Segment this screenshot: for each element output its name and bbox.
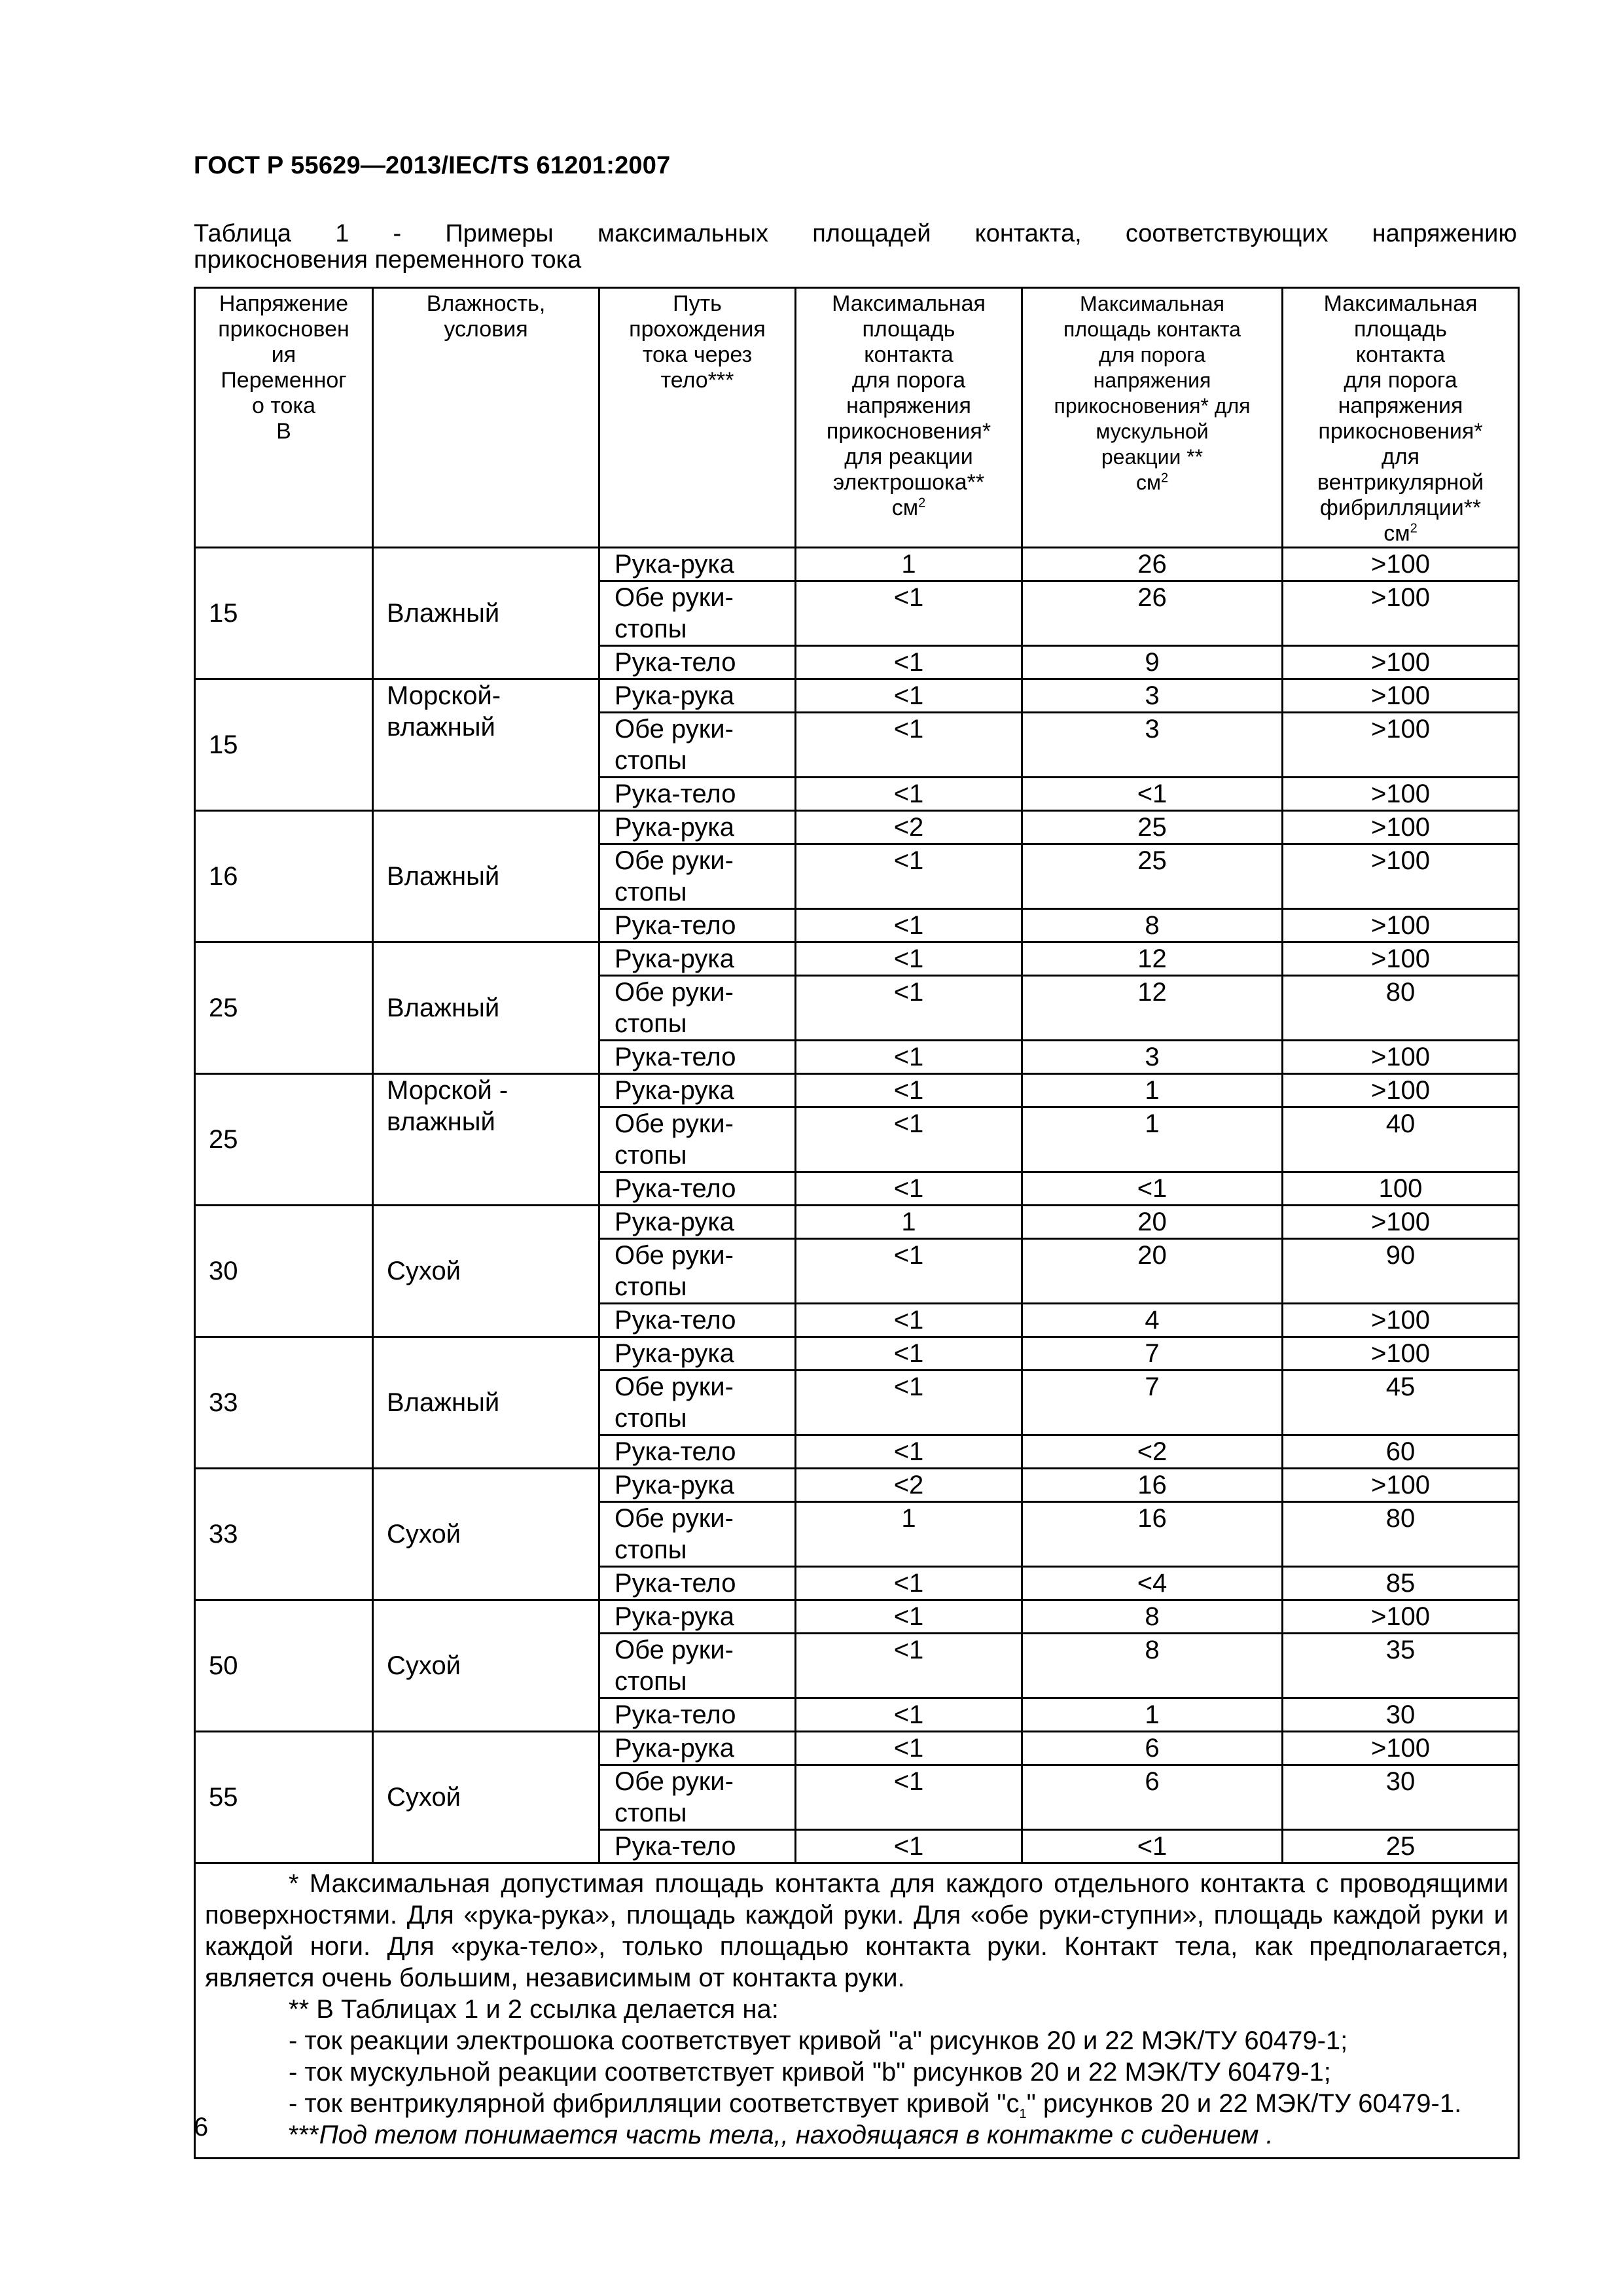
fibrillation-value-cell: >100 — [1283, 679, 1519, 713]
header-shock-area — [796, 288, 1022, 548]
table-row — [195, 1337, 1519, 1371]
caption-line-2: прикосновения переменного тока — [194, 246, 582, 274]
muscle-value-cell: 3 — [1022, 713, 1283, 778]
header-line: прикосновения* — [826, 419, 991, 444]
shock-value-cell: <1 — [796, 1337, 1022, 1371]
caption-line-1 — [194, 221, 1517, 247]
note-triple-star: ***Под телом понимается часть тела,, находящаяся в контакте с сидением . — [289, 2121, 1274, 2149]
unit-power: 2 — [918, 495, 926, 511]
header-voltage — [195, 288, 373, 548]
header-line: Напряжение — [219, 291, 349, 316]
muscle-value-cell: <4 — [1022, 1567, 1283, 1600]
voltage-cell: 25 — [195, 1074, 373, 1206]
humidity-cell — [373, 548, 599, 679]
muscle-value-cell: <1 — [1022, 778, 1283, 811]
humidity-line: Влажный — [387, 1388, 500, 1417]
muscle-value-cell: 8 — [1022, 1634, 1283, 1698]
header-line: Путь — [673, 291, 722, 316]
header-line: прикосновения* — [1318, 419, 1483, 444]
table-row — [195, 942, 1519, 976]
fibrillation-value-cell: >100 — [1283, 1041, 1519, 1074]
humidity-cell — [373, 942, 599, 1074]
path-cell: Обе руки- стопы — [599, 713, 796, 778]
humidity-cell — [373, 1469, 599, 1600]
voltage-cell: 50 — [195, 1600, 373, 1732]
muscle-value-cell: 6 — [1022, 1732, 1283, 1765]
path-cell: Рука-рука — [599, 679, 796, 713]
fibrillation-value-cell: >100 — [1283, 1337, 1519, 1371]
muscle-value-cell: 20 — [1022, 1206, 1283, 1239]
path-cell: Рука-тело — [599, 1172, 796, 1206]
page-number: 6 — [194, 2113, 209, 2142]
shock-value-cell: <1 — [796, 1172, 1022, 1206]
muscle-value-cell: 16 — [1022, 1469, 1283, 1502]
muscle-value-cell: 7 — [1022, 1337, 1283, 1371]
muscle-value-cell: 4 — [1022, 1304, 1283, 1337]
unit-power: 2 — [1410, 521, 1418, 536]
muscle-value-cell: 1 — [1022, 1698, 1283, 1732]
path-cell: Рука-рука — [599, 1732, 796, 1765]
muscle-value-cell: <2 — [1022, 1435, 1283, 1469]
path-cell: Рука-рука — [599, 811, 796, 844]
header-line: условия — [444, 317, 528, 342]
humidity-cell — [373, 679, 599, 811]
path-cell: Рука-рука — [599, 1206, 796, 1239]
header-path — [599, 288, 796, 548]
path-cell: Рука-тело — [599, 646, 796, 679]
header-line: для реакции — [844, 444, 973, 469]
header-line: напряжения — [1093, 368, 1211, 392]
muscle-value-cell: 3 — [1022, 1041, 1283, 1074]
fibrillation-value-cell: >100 — [1283, 1074, 1519, 1107]
header-line: тока через — [642, 342, 753, 367]
voltage-cell: 55 — [195, 1732, 373, 1863]
muscle-value-cell: 1 — [1022, 1107, 1283, 1172]
muscle-value-cell: 26 — [1022, 548, 1283, 581]
muscle-value-cell: 9 — [1022, 646, 1283, 679]
muscle-value-cell: 12 — [1022, 942, 1283, 976]
notes-row — [195, 1863, 1519, 2159]
fibrillation-value-cell: >100 — [1283, 548, 1519, 581]
voltage-cell: 15 — [195, 679, 373, 811]
table-row — [195, 1469, 1519, 1502]
document-header: ГОСТ Р 55629—2013/IEC/TS 61201:2007 — [194, 152, 671, 179]
note-item-1: - ток реакции электрошока соответствует кривой "a" рисунков 20 и 22 МЭК/ТУ 60479-1; — [289, 2026, 1348, 2055]
path-cell: Обе руки- стопы — [599, 1634, 796, 1698]
path-cell: Обе руки- стопы — [599, 1765, 796, 1830]
humidity-line: влажный — [387, 713, 495, 742]
humidity-line: Морской- — [387, 681, 501, 710]
muscle-value-cell: 8 — [1022, 909, 1283, 942]
caption-word: напряжению — [1372, 220, 1517, 247]
humidity-line: Сухой — [387, 1520, 461, 1549]
fibrillation-value-cell: 45 — [1283, 1371, 1519, 1435]
header-line: мускульной — [1096, 420, 1209, 443]
fibrillation-value-cell: >100 — [1283, 778, 1519, 811]
muscle-value-cell: <1 — [1022, 1830, 1283, 1863]
fibrillation-value-cell: >100 — [1283, 1469, 1519, 1502]
humidity-line: Сухой — [387, 1257, 461, 1285]
fibrillation-value-cell: >100 — [1283, 844, 1519, 909]
path-cell: Рука-тело — [599, 1041, 796, 1074]
shock-value-cell: <1 — [796, 1041, 1022, 1074]
fibrillation-value-cell: >100 — [1283, 581, 1519, 646]
header-line: В — [276, 419, 291, 444]
humidity-line: Сухой — [387, 1783, 461, 1812]
caption-word: соответствующих — [1125, 220, 1329, 247]
muscle-value-cell: 1 — [1022, 1074, 1283, 1107]
header-line: Влажность, — [426, 291, 546, 316]
fibrillation-value-cell: >100 — [1283, 909, 1519, 942]
fibrillation-value-cell: >100 — [1283, 1206, 1519, 1239]
muscle-value-cell: 25 — [1022, 844, 1283, 909]
humidity-cell — [373, 1732, 599, 1863]
header-line: контакта — [864, 342, 954, 367]
note-double-star: ** В Таблицах 1 и 2 ссылка делается на: — [289, 1995, 779, 2024]
contact-area-table — [194, 287, 1520, 2159]
muscle-value-cell: 26 — [1022, 581, 1283, 646]
shock-value-cell: <1 — [796, 976, 1022, 1041]
table-row — [195, 1206, 1519, 1239]
table-notes — [195, 1863, 1519, 2159]
path-cell: Обе руки- стопы — [599, 1371, 796, 1435]
fibrillation-value-cell: 30 — [1283, 1765, 1519, 1830]
header-line: для порога — [1344, 368, 1457, 393]
caption-word: 1 — [335, 220, 349, 247]
fibrillation-value-cell: 80 — [1283, 1502, 1519, 1567]
path-cell: Обе руки- стопы — [599, 1502, 796, 1567]
header-line: площадь контакта — [1063, 317, 1241, 341]
shock-value-cell: 1 — [796, 1206, 1022, 1239]
path-cell: Обе руки- стопы — [599, 1107, 796, 1172]
path-cell: Обе руки- стопы — [599, 844, 796, 909]
header-line: тело*** — [660, 368, 734, 393]
caption-word: Примеры — [445, 220, 554, 247]
header-line: для — [1381, 444, 1420, 469]
shock-value-cell: <1 — [796, 713, 1022, 778]
fibrillation-value-cell: 30 — [1283, 1698, 1519, 1732]
note-item-2: - ток мускульной реакции соответствует кривой "b" рисунков 20 и 22 МЭК/ТУ 60479-1; — [289, 2058, 1331, 2087]
header-line: для порога — [1098, 343, 1206, 367]
humidity-line: Влажный — [387, 862, 500, 891]
fibrillation-value-cell: 35 — [1283, 1634, 1519, 1698]
header-line: напряжения — [1338, 393, 1463, 418]
table-row — [195, 1732, 1519, 1765]
header-line: площадь — [862, 317, 955, 342]
caption-word: максимальных — [597, 220, 769, 247]
shock-value-cell: <2 — [796, 1469, 1022, 1502]
header-line: $см^2$ — [1135, 471, 1169, 494]
fibrillation-value-cell: >100 — [1283, 1600, 1519, 1634]
humidity-line: Влажный — [387, 994, 500, 1022]
path-cell: Рука-тело — [599, 1698, 796, 1732]
path-cell: Рука-тело — [599, 1830, 796, 1863]
humidity-line: Сухой — [387, 1651, 461, 1680]
fibrillation-value-cell: 40 — [1283, 1107, 1519, 1172]
shock-value-cell: <1 — [796, 844, 1022, 909]
humidity-cell — [373, 1337, 599, 1469]
path-cell: Рука-рука — [599, 1337, 796, 1371]
caption-word: площадей — [812, 220, 931, 247]
fibrillation-value-cell: 100 — [1283, 1172, 1519, 1206]
humidity-cell — [373, 1074, 599, 1206]
path-cell: Рука-рука — [599, 1469, 796, 1502]
voltage-cell: 15 — [195, 548, 373, 679]
muscle-value-cell: 7 — [1022, 1371, 1283, 1435]
unit-power: 2 — [1160, 471, 1169, 486]
path-cell: Рука-тело — [599, 1304, 796, 1337]
path-cell: Рука-рука — [599, 1074, 796, 1107]
humidity-line: влажный — [387, 1107, 495, 1136]
shock-value-cell: <1 — [796, 1765, 1022, 1830]
header-line: о тока — [252, 393, 315, 418]
voltage-cell: 33 — [195, 1469, 373, 1600]
path-cell: Рука-тело — [599, 1567, 796, 1600]
shock-value-cell: <1 — [796, 1600, 1022, 1634]
shock-value-cell: 1 — [796, 1502, 1022, 1567]
fibrillation-value-cell: >100 — [1283, 1304, 1519, 1337]
table-row — [195, 1600, 1519, 1634]
shock-value-cell: <1 — [796, 679, 1022, 713]
fibrillation-value-cell: 85 — [1283, 1567, 1519, 1600]
humidity-cell — [373, 811, 599, 942]
shock-value-cell: <1 — [796, 942, 1022, 976]
header-line: напряжения — [846, 393, 971, 418]
shock-value-cell: <1 — [796, 1107, 1022, 1172]
caption-word: Таблица — [194, 220, 291, 247]
shock-value-cell: <2 — [796, 811, 1022, 844]
table-row — [195, 1074, 1519, 1107]
shock-value-cell: <1 — [796, 1435, 1022, 1469]
fibrillation-value-cell: >100 — [1283, 713, 1519, 778]
path-cell: Рука-тело — [599, 778, 796, 811]
header-line: для порога — [851, 368, 966, 393]
muscle-value-cell: <1 — [1022, 1172, 1283, 1206]
path-cell: Рука-рука — [599, 942, 796, 976]
header-line: контакта — [1355, 342, 1446, 367]
note-item-3: - ток вентрикулярной фибрилляции соответствует кривой "$c_1$" рисунков 20 и 22 МЭК/ТУ 60479-1. — [289, 2089, 1462, 2121]
shock-value-cell: <1 — [796, 1371, 1022, 1435]
fibrillation-value-cell: >100 — [1283, 646, 1519, 679]
shock-value-cell: <1 — [796, 1074, 1022, 1107]
fibrillation-value-cell: >100 — [1283, 811, 1519, 844]
path-cell: Обе руки- стопы — [599, 976, 796, 1041]
muscle-value-cell: 25 — [1022, 811, 1283, 844]
header-line: вентрикулярной — [1317, 470, 1484, 495]
shock-value-cell: <1 — [796, 1567, 1022, 1600]
fibrillation-value-cell: 80 — [1283, 976, 1519, 1041]
header-line: Переменног — [221, 368, 347, 393]
fibrillation-value-cell: >100 — [1283, 1732, 1519, 1765]
header-line: прикосновен — [218, 317, 349, 342]
table-caption — [194, 221, 1517, 273]
path-cell: Обе руки- стопы — [599, 581, 796, 646]
header-muscle-area — [1022, 288, 1283, 548]
header-humidity — [373, 288, 599, 548]
shock-value-cell: <1 — [796, 778, 1022, 811]
shock-value-cell: <1 — [796, 1239, 1022, 1304]
table-row — [195, 811, 1519, 844]
muscle-value-cell: 6 — [1022, 1765, 1283, 1830]
header-line: ия — [271, 342, 296, 367]
humidity-cell — [373, 1206, 599, 1337]
muscle-value-cell: 20 — [1022, 1239, 1283, 1304]
path-cell: Рука-рука — [599, 548, 796, 581]
shock-value-cell: <1 — [796, 1830, 1022, 1863]
header-line: площадь — [1354, 317, 1447, 342]
header-line: реакции ** — [1101, 445, 1204, 469]
shock-value-cell: <1 — [796, 1732, 1022, 1765]
path-cell: Обе руки- стопы — [599, 1239, 796, 1304]
humidity-line: Морской - — [387, 1076, 508, 1105]
muscle-value-cell: 16 — [1022, 1502, 1283, 1567]
shock-value-cell: <1 — [796, 1304, 1022, 1337]
table-header-row — [195, 288, 1519, 548]
header-line: Максимальная — [1080, 292, 1224, 315]
fibrillation-value-cell: 60 — [1283, 1435, 1519, 1469]
header-line: электрошока** — [832, 470, 985, 495]
muscle-value-cell: 12 — [1022, 976, 1283, 1041]
header-line: $см^2$ — [1383, 521, 1418, 546]
voltage-cell: 25 — [195, 942, 373, 1074]
shock-value-cell: <1 — [796, 646, 1022, 679]
voltage-cell: 16 — [195, 811, 373, 942]
fibrillation-value-cell: >100 — [1283, 942, 1519, 976]
table-row — [195, 679, 1519, 713]
table-row — [195, 548, 1519, 581]
note-star: * Максимальная допустимая площадь контакта для каждого отдельного контакта с проводящими поверхностями. Для «рука-рука», площадь каждой руки. Для «обе руки-ступни», площадь каждой руки и каждой ноги. Для «рука-тело», только площадью контакта руки. Контакт тела, как предполагается, является очень большим, независимым от контакта руки. — [205, 1869, 1508, 1992]
fibrillation-value-cell: 25 — [1283, 1830, 1519, 1863]
shock-value-cell: <1 — [796, 581, 1022, 646]
path-cell: Рука-рука — [599, 1600, 796, 1634]
caption-word: контакта, — [974, 220, 1082, 247]
fibrillation-value-cell: 90 — [1283, 1239, 1519, 1304]
header-line: Максимальная — [1323, 291, 1478, 316]
path-cell: Рука-тело — [599, 909, 796, 942]
header-line: фибрилляции** — [1319, 495, 1482, 520]
muscle-value-cell: 8 — [1022, 1600, 1283, 1634]
shock-value-cell: <1 — [796, 1698, 1022, 1732]
header-line: прохождения — [629, 317, 766, 342]
voltage-cell: 33 — [195, 1337, 373, 1469]
humidity-line: Влажный — [387, 599, 500, 628]
header-fibrillation-area — [1283, 288, 1519, 548]
header-line: Максимальная — [832, 291, 986, 316]
header-line: прикосновения* для — [1054, 394, 1251, 418]
path-cell: Рука-тело — [599, 1435, 796, 1469]
muscle-value-cell: 3 — [1022, 679, 1283, 713]
caption-word: - — [393, 220, 402, 247]
voltage-cell: 30 — [195, 1206, 373, 1337]
shock-value-cell: <1 — [796, 1634, 1022, 1698]
shock-value-cell: <1 — [796, 909, 1022, 942]
humidity-cell — [373, 1600, 599, 1732]
shock-value-cell: 1 — [796, 548, 1022, 581]
header-line: $см^2$ — [891, 495, 926, 520]
